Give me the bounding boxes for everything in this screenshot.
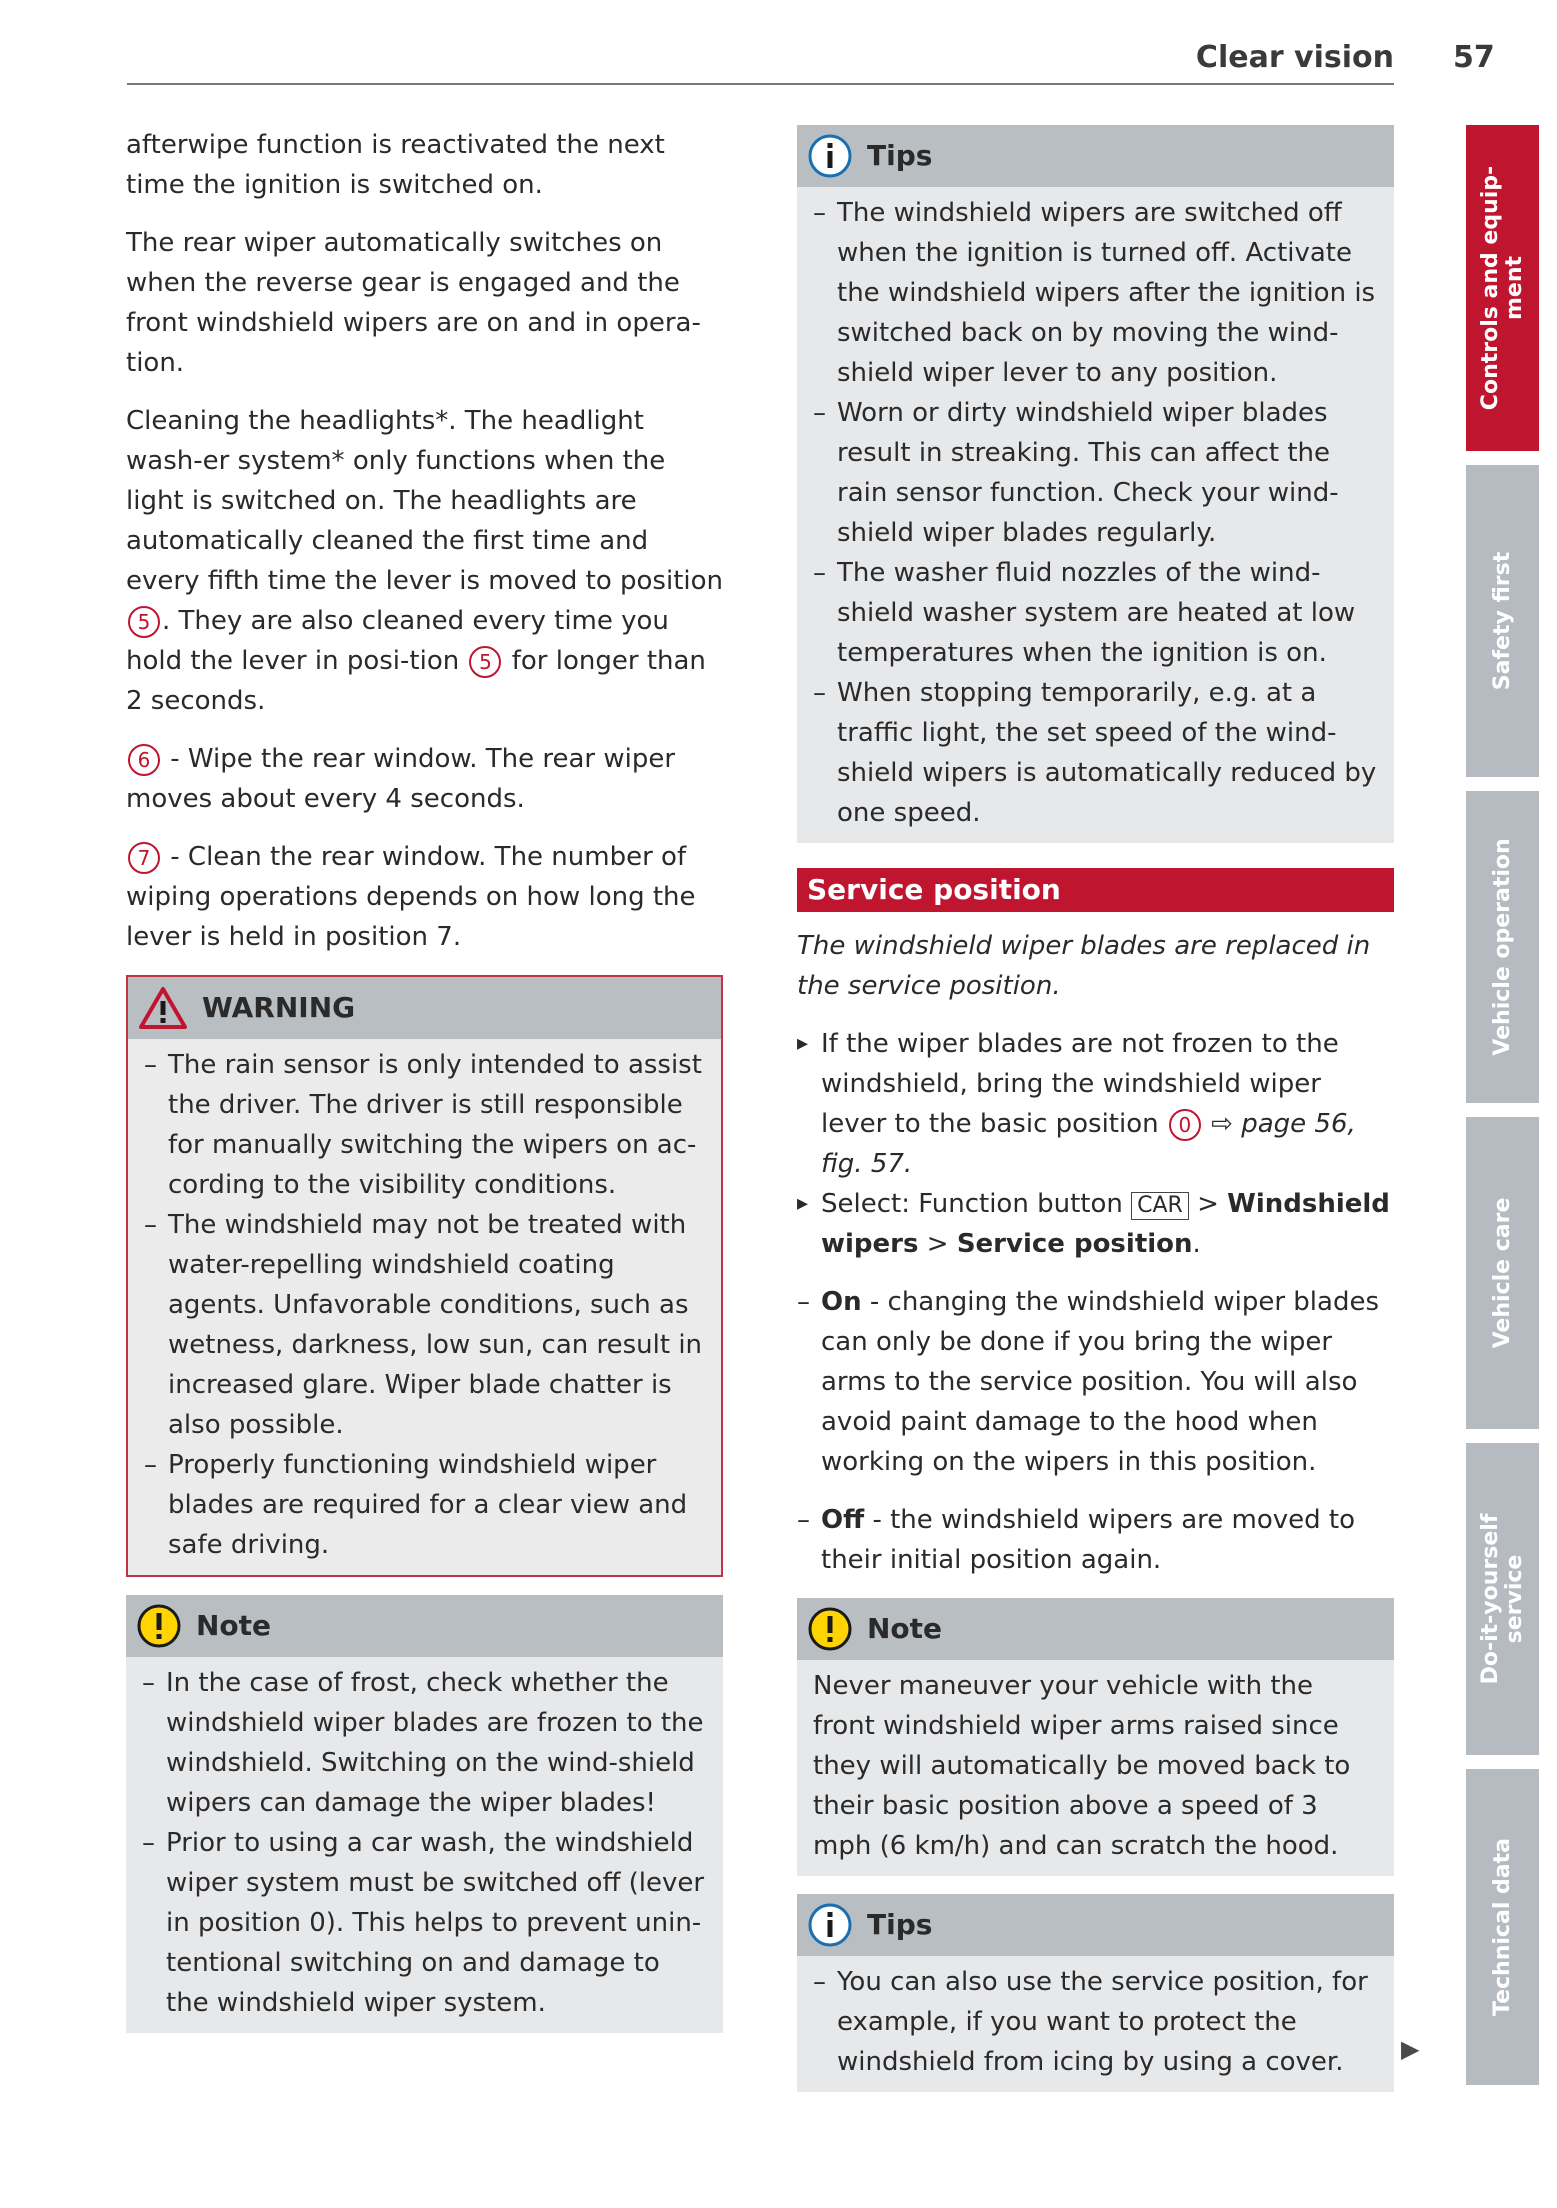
position-0-marker: 0: [1169, 1109, 1201, 1141]
position-7-text: - Clean the rear window. The number of wiping operations depends on how long the lever is held in position 7.: [126, 842, 696, 952]
tips-list-1: [813, 193, 1378, 833]
warning-header: [128, 977, 721, 1039]
arrow-right-icon: ⇨: [1211, 1109, 1233, 1139]
step-1-text: If the wiper blades are not frozen to the windshield, bring the windshield wiper lever to the basic position: [821, 1029, 1339, 1139]
tips-header-1: [797, 125, 1394, 187]
note-body-right: [797, 1660, 1394, 1876]
service-steps: [797, 1024, 1394, 1264]
position-5-marker-2: 5: [469, 646, 501, 678]
page-number: 57: [1453, 40, 1495, 75]
service-step-2: [797, 1184, 1394, 1264]
service-position-intro: The windshield wiper blades are replaced in the service position.: [797, 931, 1371, 1001]
note-list-left: [142, 1663, 707, 2023]
warning-body: [128, 1039, 721, 1575]
note-box-right: [797, 1598, 1394, 1876]
header-rule: [127, 83, 1394, 85]
note-header-left: [126, 1595, 723, 1657]
page-reference-link[interactable]: page 56, fig. 57.: [821, 1109, 1356, 1179]
tab-technical-data[interactable]: [1466, 1769, 1539, 2085]
right-column: [797, 125, 1394, 2110]
note-item: – In the case of frost, check whether the windshield wiper blades are frozen to the windshield. Switching on the wind-shield wipers can damage the wiper blades!: [142, 1663, 707, 1823]
info-circle-icon: [807, 133, 853, 179]
position-5-marker: 5: [128, 606, 160, 638]
tab-label: Controls and equip- ment: [1477, 165, 1527, 411]
position-6-marker: 6: [128, 744, 160, 776]
tab-label: Technical data: [1489, 1838, 1515, 2016]
note-header-right: [797, 1598, 1394, 1660]
paragraph-rear-wiper: The rear wiper automatically switches on when the reverse gear is engaged and the front windshield wipers are on and in opera-tion.: [126, 228, 701, 378]
tips-header-2: [797, 1894, 1394, 1956]
off-text: - the windshield wipers are moved to their initial position again.: [821, 1505, 1356, 1575]
off-label: Off: [821, 1505, 865, 1535]
tips-item: – You can also use the service position, for example, if you want to protect the windshield from icing by using a cover.: [813, 1962, 1378, 2082]
tab-vehicle-care[interactable]: [1466, 1117, 1539, 1429]
left-column: [126, 125, 723, 2051]
note-body-left: [126, 1657, 723, 2033]
paragraph-position-6: [126, 739, 723, 819]
off-option-item: [797, 1500, 1394, 1580]
note-text-right: Never maneuver your vehicle with the front windshield wiper arms raised since they will automatically be moved back to their basic position above a speed of 3 mph (6 km/h) and can scratch the hood.: [813, 1671, 1351, 1861]
on-label: On: [821, 1287, 862, 1317]
warning-item: – The windshield may not be treated with water-repelling windshield coating agents. Unfavorable conditions, such as wetness, darkness, low sun, can result in increased glare. Wiper blade chatter is also possible.: [144, 1205, 705, 1445]
tips-item: – The windshield wipers are switched off when the ignition is turned off. Activate the windshield wipers after the ignition is switched back on by moving the wind-shield wiper lever to any position.: [813, 193, 1378, 393]
step-2-period: .: [1192, 1229, 1201, 1259]
info-circle-icon: [807, 1902, 853, 1948]
tips-body-2: [797, 1956, 1394, 2092]
warning-item: – The rain sensor is only intended to assist the driver. The driver is still responsible for manually switching the wipers on ac-cording to the visibility conditions.: [144, 1045, 705, 1205]
on-option-item: [797, 1282, 1394, 1482]
exclamation-circle-icon: [136, 1603, 182, 1649]
on-option: [797, 1282, 1394, 1482]
note-title-left: Note: [196, 1609, 272, 1642]
warning-triangle-icon: [138, 986, 188, 1030]
headlights-text-3: for longer than 2 seconds.: [126, 646, 706, 716]
tab-label: Safety first: [1489, 551, 1515, 691]
menu-separator: >: [1197, 1189, 1219, 1219]
tips-title-1: Tips: [867, 139, 933, 172]
section-title: Clear vision: [1195, 40, 1394, 75]
warning-item: – Properly functioning windshield wiper blades are required for a clear view and safe driving.: [144, 1445, 705, 1565]
tips-box-1: [797, 125, 1394, 843]
note-box-left: [126, 1595, 723, 2033]
step-2-text: Select: Function button: [821, 1189, 1123, 1219]
exclamation-circle-icon: [807, 1606, 853, 1652]
tips-title-2: Tips: [867, 1908, 933, 1941]
tab-label: Vehicle care: [1489, 1197, 1515, 1349]
warning-title: WARNING: [202, 991, 356, 1024]
position-6-text: - Wipe the rear window. The rear wiper moves about every 4 seconds.: [126, 744, 676, 814]
position-7-marker: 7: [128, 842, 160, 874]
next-page-arrow-icon: ▶: [1401, 2035, 1420, 2063]
menu-separator: >: [926, 1229, 949, 1259]
off-option: [797, 1500, 1394, 1580]
paragraph-headlights: [126, 401, 723, 721]
tips-item: – When stopping temporarily, e.g. at a traffic light, the set speed of the wind-shield wipers is automatically reduced by one speed.: [813, 673, 1378, 833]
paragraph-position-7: [126, 837, 723, 957]
tab-label: Do-it-yourself service: [1477, 1513, 1527, 1685]
chapter-tabs: [1466, 125, 1539, 2099]
paragraph-afterwipe: afterwipe function is reactivated the next time the ignition is switched on.: [126, 130, 665, 200]
menu-windshield-wipers: Windshield wipers: [821, 1189, 1390, 1259]
tab-safety-first[interactable]: [1466, 465, 1539, 777]
tab-do-it-yourself-service[interactable]: [1466, 1443, 1539, 1755]
tips-body-1: [797, 187, 1394, 843]
on-text: - changing the windshield wiper blades can only be done if you bring the wiper arms to the service position. You will also avoid paint damage to the hood when working on the wipers in this position.: [821, 1287, 1379, 1477]
tips-list-2: [813, 1962, 1378, 2082]
note-title-right: Note: [867, 1612, 943, 1645]
menu-service-position: Service position: [956, 1229, 1193, 1259]
tab-vehicle-operation[interactable]: [1466, 791, 1539, 1103]
warning-list: [144, 1045, 705, 1565]
service-step-1: [797, 1024, 1394, 1184]
service-position-heading: Service position: [797, 868, 1394, 912]
tips-box-2: [797, 1894, 1394, 2092]
note-item: – Prior to using a car wash, the windshield wiper system must be switched off (lever in position 0). This helps to prevent unin-tentional switching on and damage to the windshield wiper system.: [142, 1823, 707, 2023]
tab-controls-and-equipment[interactable]: [1466, 125, 1539, 451]
warning-box: [126, 975, 723, 1577]
car-function-key: CAR: [1131, 1192, 1189, 1220]
tips-item: – Worn or dirty windshield wiper blades result in streaking. This can affect the rain sensor function. Check your wind-shield wiper blades regularly.: [813, 393, 1378, 553]
tips-item: – The washer fluid nozzles of the wind-shield washer system are heated at low temperatures when the ignition is on.: [813, 553, 1378, 673]
headlights-text-1: Cleaning the headlights*. The headlight wash-er system* only functions when the light is switched on. The headlights are automatically cleaned the first time and every fifth time the lever is moved to position: [126, 406, 723, 596]
headlights-text-2: . They are also cleaned every time you hold the lever in posi-tion: [126, 606, 669, 676]
tab-label: Vehicle operation: [1489, 838, 1515, 1056]
